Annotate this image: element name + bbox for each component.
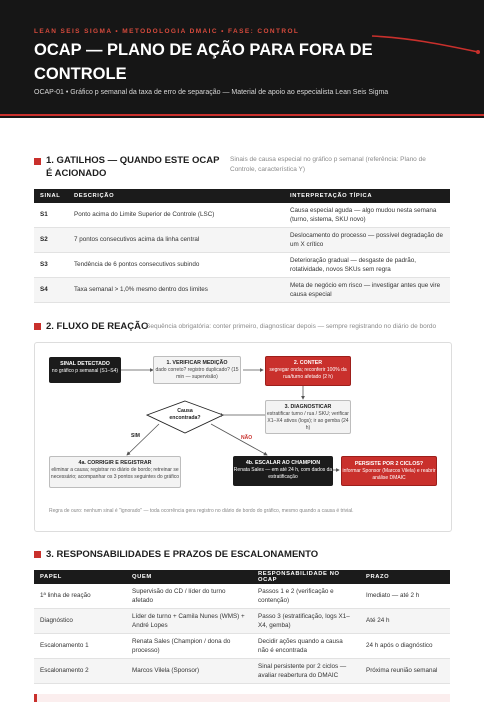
golden-rule-note: Regra de ouro: nenhum sinal é "ignorado" — toda ocorrência gera registro no diário de bordo do gráfico, mesmo quando a causa é trivial. bbox=[49, 508, 354, 514]
column-header: PAPEL bbox=[34, 570, 126, 584]
responsibility: Passos 1 e 2 (verificação e contenção) bbox=[252, 584, 360, 608]
who: Líder de turno + Camila Nunes (WMS) + André Lopes bbox=[126, 608, 252, 633]
node-diagnose: 3. DIAGNOSTICAR estratificar turno / rua / SKU; verificar X1–X4 ativos (logs); ir ao gemba (24 h) bbox=[265, 400, 351, 434]
signal-code: S2 bbox=[34, 227, 68, 252]
signal-interpretation: Deslocamento do processo — possível degradação de um X crítico bbox=[284, 227, 450, 252]
header-subtitle: OCAP-01 • Gráfico p semanal da taxa de erro de separação — Material de apoio ao especialista Lean Seis Sigma bbox=[34, 89, 389, 96]
signal-interpretation: Causa especial aguda — algo mudou nesta semana (turno, sistema, SKU novo) bbox=[284, 203, 450, 227]
section-1-note: Sinais de causa especial no gráfico p semanal (referência: Plano de Controle, característica Y) bbox=[230, 156, 426, 173]
decision-label: Causa encontrada? bbox=[169, 408, 201, 421]
column-header: RESPONSABILIDADE NO OCAP bbox=[252, 570, 360, 584]
signal-description: Ponto acima do Limite Superior de Controle (LSC) bbox=[68, 203, 284, 227]
role: Escalonamento 1 bbox=[34, 633, 126, 658]
table-row bbox=[34, 608, 450, 633]
who: Renata Sales (Champion / dona do processo) bbox=[126, 633, 252, 658]
next-section-callout bbox=[34, 694, 450, 702]
triggers-table-header bbox=[34, 189, 450, 203]
table-row bbox=[34, 277, 450, 302]
who: Supervisão do CD / líder do turno afetado bbox=[126, 584, 252, 608]
section-1-marker bbox=[34, 158, 41, 165]
column-header: QUEM bbox=[126, 570, 252, 584]
signal-interpretation: Deterioração gradual — desgaste de padrão, rotatividade, novos SKUs sem regra bbox=[284, 252, 450, 277]
signal-code: S1 bbox=[34, 203, 68, 227]
section-2-note: Sequência obrigatória: conter primeiro, diagnosticar depois — sempre registrando no diário de bordo bbox=[146, 323, 437, 330]
document-header bbox=[0, 0, 484, 118]
signal-description: Tendência de 6 pontos consecutivos subindo bbox=[68, 252, 284, 277]
triggers-table bbox=[34, 189, 450, 303]
table-row bbox=[34, 227, 450, 252]
deadline: 24 h após o diagnóstico bbox=[360, 633, 450, 658]
signal-interpretation: Meta de negócio em risco — investigar antes que vire causa especial bbox=[284, 277, 450, 302]
column-header: DESCRIÇÃO bbox=[68, 189, 284, 203]
responsibilities-table bbox=[34, 570, 450, 684]
responsibility: Sinal persistente por 2 ciclos — avaliar reabertura do DMAIC bbox=[252, 658, 360, 683]
role: Escalonamento 2 bbox=[34, 658, 126, 683]
table-row bbox=[34, 252, 450, 277]
signal-description: Taxa semanal > 1,0% mesmo dentro dos limites bbox=[68, 277, 284, 302]
signal-code: S3 bbox=[34, 252, 68, 277]
page-title: OCAP — PLANO DE AÇÃO PARA FORA DE CONTROLE bbox=[34, 41, 373, 83]
reaction-flowchart bbox=[34, 342, 452, 532]
role: Diagnóstico bbox=[34, 608, 126, 633]
node-correct-record: 4a. CORRIGIR E REGISTRAR eliminar a causa; registrar no diário de bordo; retreinar se necessário; acompanhar os 3 pontos seguintes do gráfico bbox=[49, 456, 181, 488]
section-3-title: 3. RESPONSABILIDADES E PRAZOS DE ESCALONAMENTO bbox=[46, 549, 319, 560]
node-contain: 2. CONTER segregar onda; reconferir 100% da rua/turno afetado (2 h) bbox=[265, 356, 351, 386]
signal-description: 7 pontos consecutivos acima da linha central bbox=[68, 227, 284, 252]
node-verify-measurement: 1. VERIFICAR MEDIÇÃO dado correto? registro duplicado? (15 min — supervisão) bbox=[153, 356, 241, 384]
deadline: Imediato — até 2 h bbox=[360, 584, 450, 608]
branch-yes-label: SIM bbox=[131, 433, 140, 439]
section-2-title: 2. FLUXO DE REAÇÃO bbox=[46, 321, 149, 332]
header-eyebrow: LEAN SEIS SIGMA • METODOLOGIA DMAIC • FASE: CONTROL bbox=[34, 28, 300, 35]
table-row bbox=[34, 203, 450, 227]
deadline: Próxima reunião semanal bbox=[360, 658, 450, 683]
section-1-title: 1. GATILHOS — QUANDO ESTE OCAP É ACIONADO bbox=[46, 155, 220, 179]
node-persists-two-cycles: PERSISTE POR 2 CICLOS? informar Sponsor (Marcos Vilela) e reabrir análise DMAIC bbox=[341, 456, 437, 486]
role: 1ª linha de reação bbox=[34, 584, 126, 608]
node-escalate-champion: 4b. ESCALAR AO CHAMPION Renata Sales — em até 24 h, com dados da estratificação bbox=[233, 456, 333, 486]
responsibility: Passo 3 (estratificação, logs X1–X4, gemba) bbox=[252, 608, 360, 633]
header-accent-line bbox=[0, 114, 484, 116]
table-row bbox=[34, 584, 450, 608]
column-header: INTERPRETAÇÃO TÍPICA bbox=[284, 189, 450, 203]
branch-no-label: NÃO bbox=[241, 435, 253, 441]
table-row bbox=[34, 633, 450, 658]
section-3-marker bbox=[34, 551, 41, 558]
deadline: Até 24 h bbox=[360, 608, 450, 633]
who: Marcos Vilela (Sponsor) bbox=[126, 658, 252, 683]
column-header: SINAL bbox=[34, 189, 68, 203]
responsibilities-table-header bbox=[34, 570, 450, 584]
table-row bbox=[34, 658, 450, 683]
column-header: PRAZO bbox=[360, 570, 450, 584]
node-signal-detected: SINAL DETECTADO no gráfico p semanal (S1–S4) bbox=[49, 357, 121, 383]
section-2-marker bbox=[34, 323, 41, 330]
responsibility: Decidir ações quando a causa não é encontrada bbox=[252, 633, 360, 658]
control-curve-decoration bbox=[370, 30, 480, 60]
signal-code: S4 bbox=[34, 277, 68, 302]
